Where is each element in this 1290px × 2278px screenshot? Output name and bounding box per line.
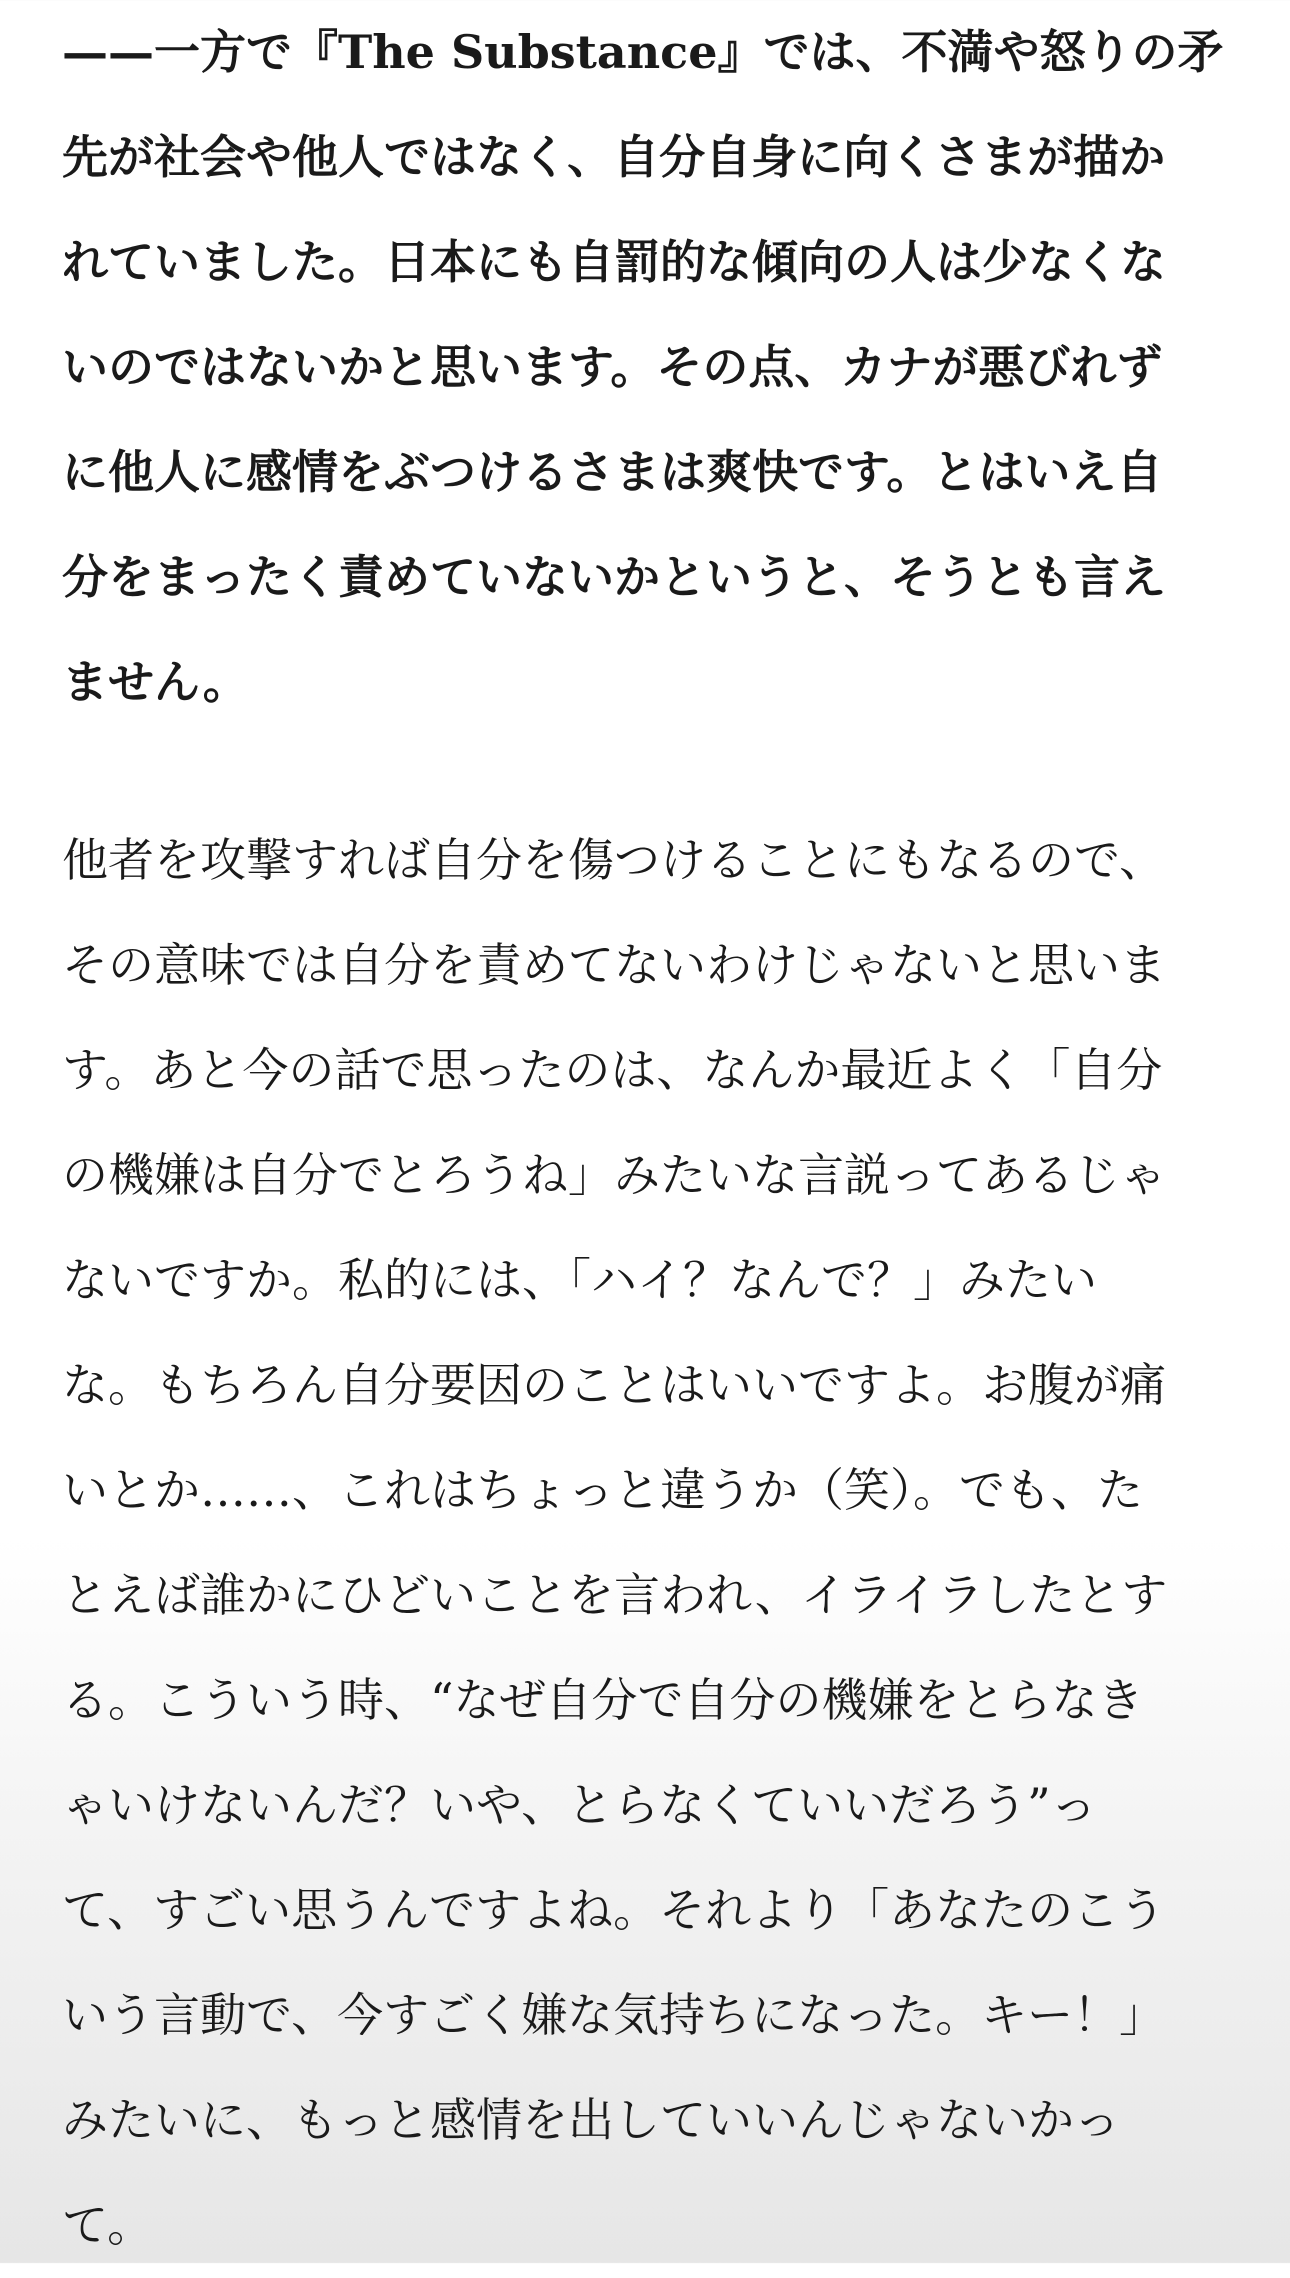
- article-body: [62, 0, 1242, 2278]
- answer-line: て、すごい思うんですよね。それより「あなたのこう: [62, 1883, 1166, 1937]
- interview-answer: [62, 808, 1242, 2278]
- answer-line: の機嫌は自分でとろうね」みたいな言説ってあるじゃ: [62, 1148, 1166, 1202]
- answer-line: その意味では自分を責めてないわけじゃないと思いま: [62, 938, 1166, 992]
- answer-line: る。こういう時、“なぜ自分で自分の機嫌をとらなき: [62, 1673, 1144, 1727]
- answer-line: いう言動で、今すごく嫌な気持ちになった。キー！」: [62, 1988, 1166, 2042]
- answer-line: て。: [62, 2198, 154, 2252]
- answer-line: みたいに、もっと感情を出していいんじゃないかっ: [62, 2093, 1120, 2147]
- answer-line: ないですか。私的には、「ハイ？なんで？」みたい: [62, 1253, 1097, 1307]
- question-line: いのではないかと思います。その点、カナが悪びれず: [62, 340, 1163, 394]
- answer-line: ゃいけないんだ？いや、とらなくていいだろう”っ: [62, 1778, 1097, 1832]
- question-line: れていました。日本にも自罰的な傾向の人は少なくな: [62, 235, 1166, 289]
- question-line: 先が社会や他人ではなく、自分自身に向くさまが描か: [62, 130, 1166, 184]
- answer-line: す。あと今の話で思ったのは、なんか最近よく「自分: [62, 1043, 1163, 1097]
- answer-line: 他者を攻撃すれば自分を傷つけることにもなるので、: [62, 833, 1166, 887]
- answer-line: とえば誰かにひどいことを言われ、イライラしたとす: [62, 1568, 1168, 1622]
- question-line: ません。: [62, 655, 249, 709]
- question-line: ——一方で『The Substance』では、不満や怒りの矛: [62, 25, 1224, 79]
- question-line: 分をまったく責めていないかというと、そうとも言え: [62, 550, 1166, 604]
- answer-line: な。もちろん自分要因のことはいいですよ。お腹が痛: [62, 1358, 1166, 1412]
- question-line: に他人に感情をぶつけるさまは爽快です。とはいえ自: [62, 445, 1163, 499]
- interview-question: [62, 0, 1242, 735]
- answer-line: いとか……、これはちょっと違うか（笑）。でも、た: [62, 1463, 1143, 1517]
